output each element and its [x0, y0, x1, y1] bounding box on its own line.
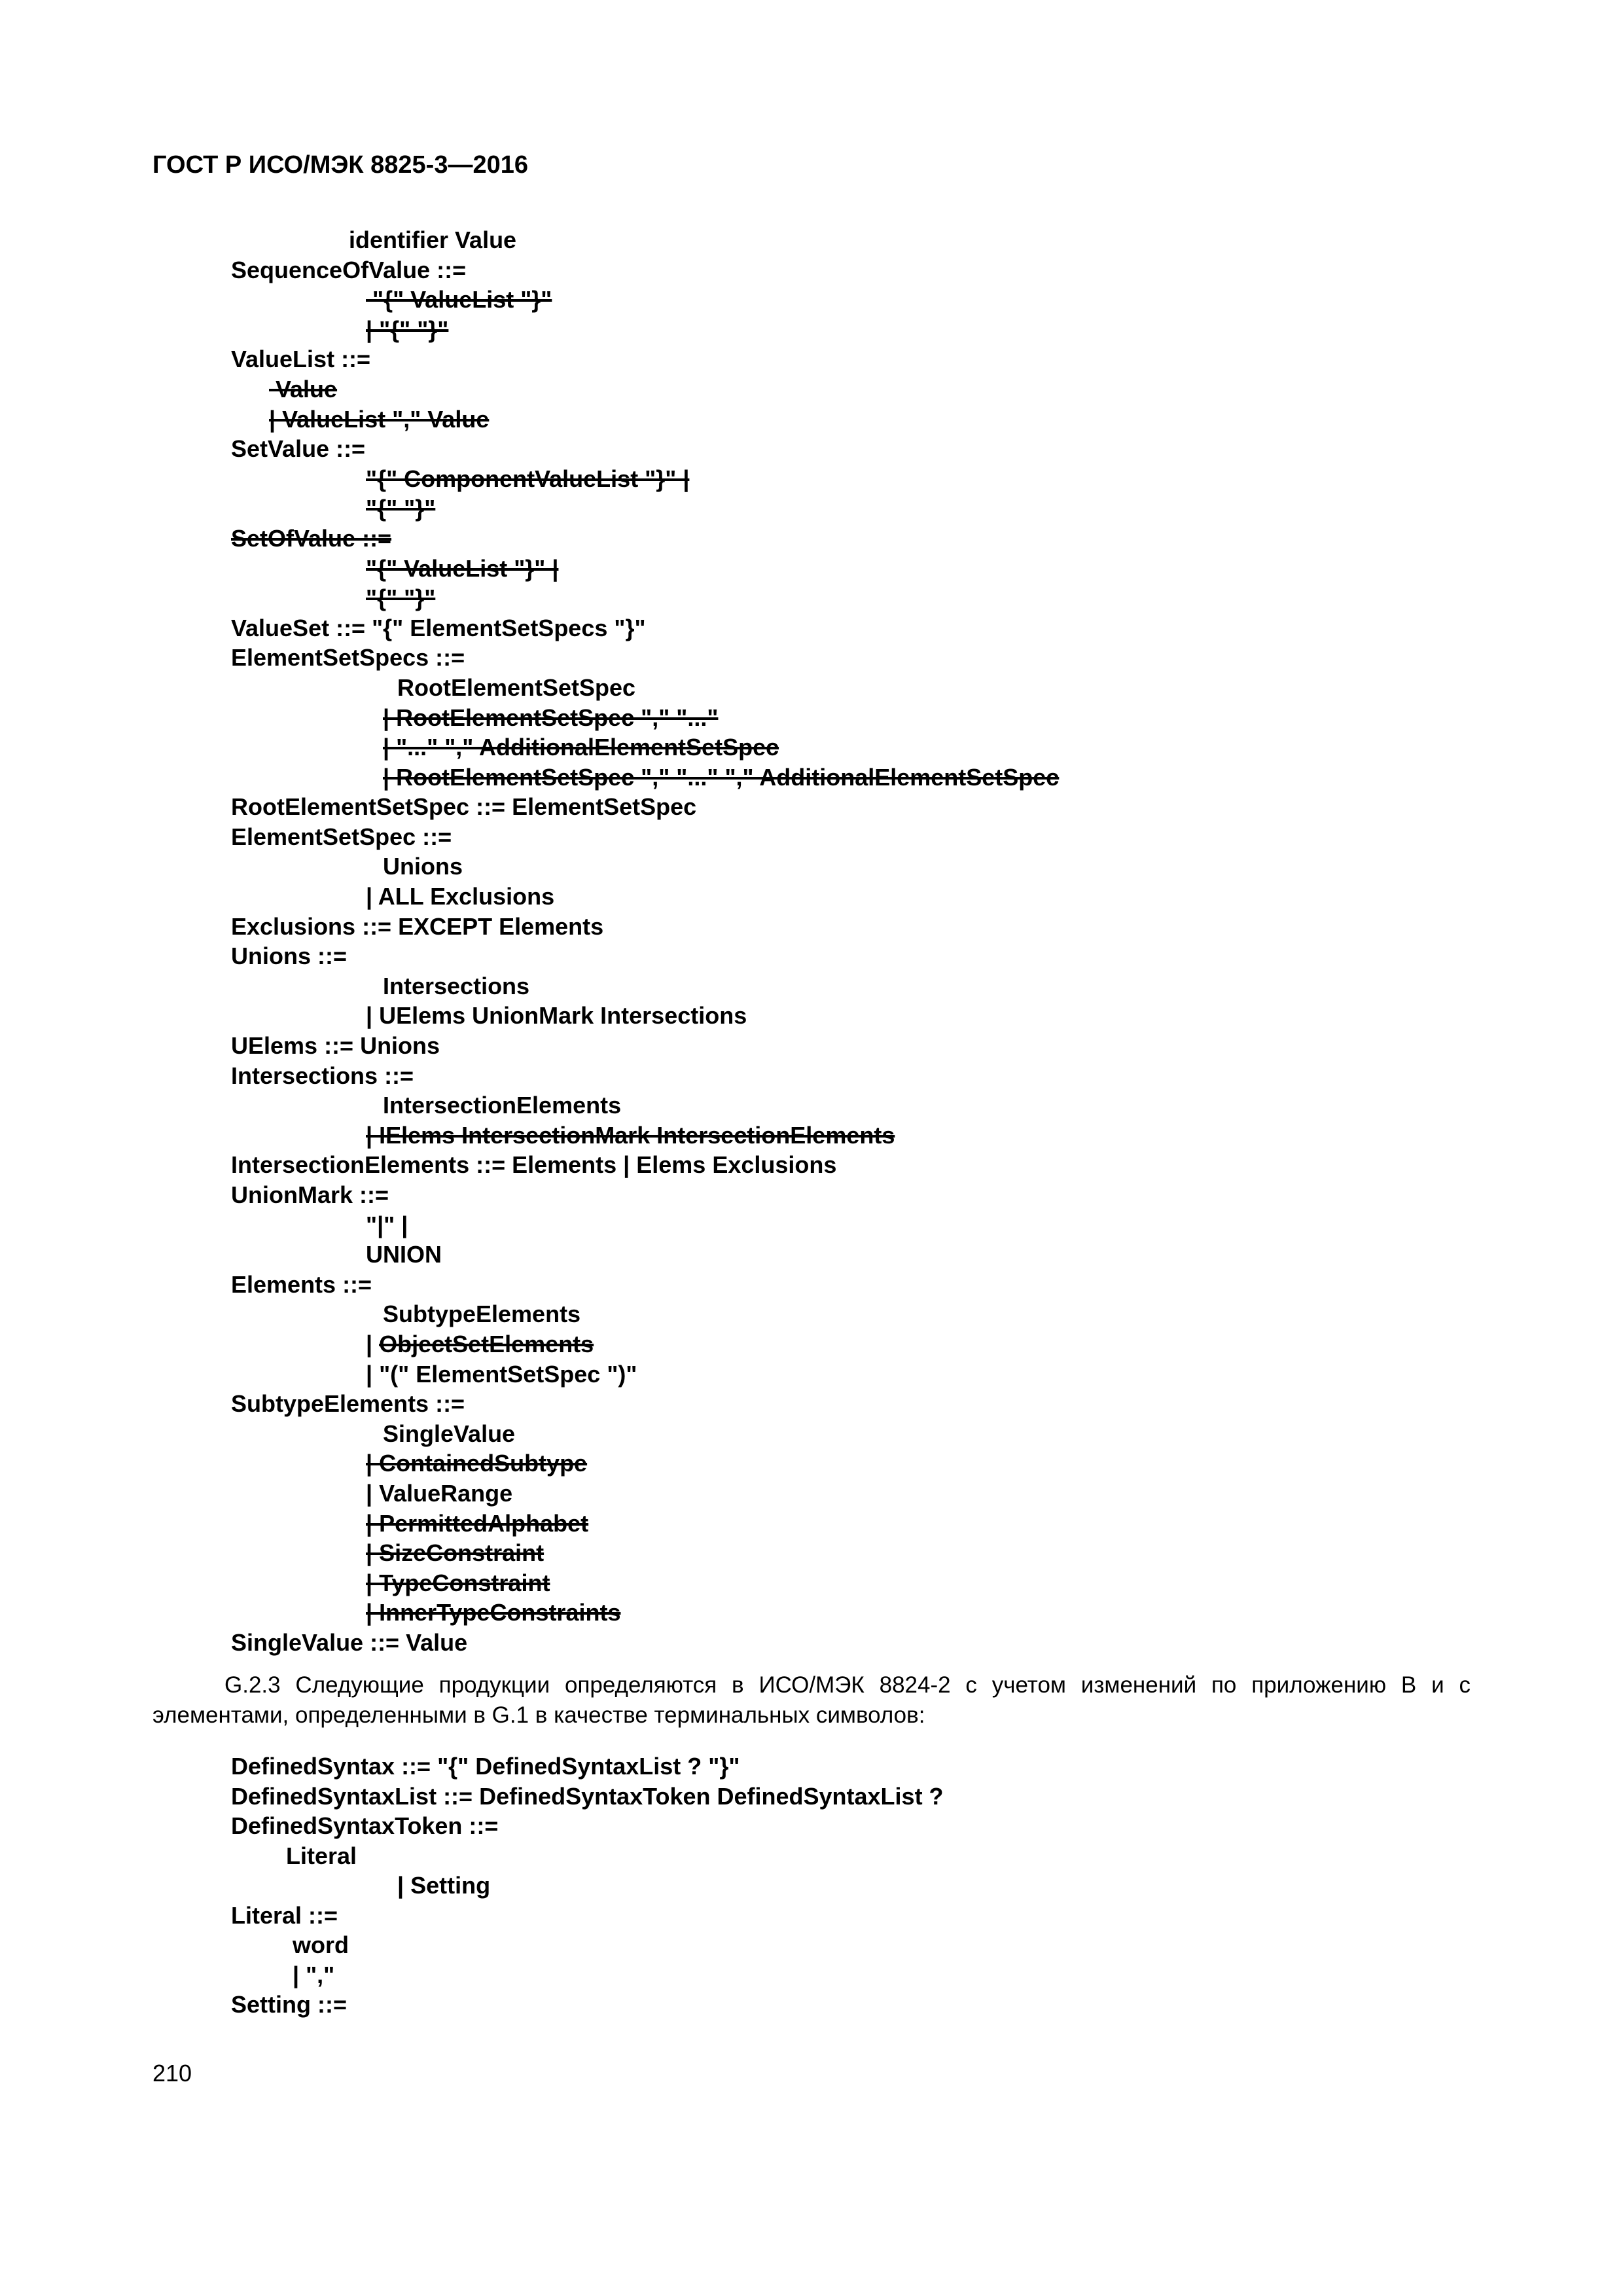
grammar-line-text: SingleValue [383, 1420, 516, 1447]
grammar-line [231, 554, 1059, 584]
grammar-line [231, 315, 1059, 345]
grammar-line-text: UElems ::= Unions [231, 1032, 440, 1060]
grammar-line [231, 1811, 944, 1841]
grammar-block-defined-syntax [231, 1751, 944, 2020]
grammar-line [231, 882, 1059, 912]
paragraph-g-2-3 [152, 1670, 1471, 1731]
grammar-line [231, 285, 1059, 315]
paragraph-text: G.2.3 Следующие продукции определяются в ИСО/МЭК 8824-2 с учетом изменений по приложению B и с элементами, определенными в G.1 в качестве терминальных символов: [152, 1672, 1471, 1728]
grammar-line-text: RootElementSetSpec ::= ElementSetSpec [231, 793, 697, 821]
grammar-line-text: | UElems UnionMark Intersections [366, 1002, 747, 1030]
grammar-line-text: Intersections [383, 972, 530, 999]
grammar-line [231, 1270, 1059, 1300]
grammar-line-text: | InnerTypeConstraints [366, 1599, 621, 1626]
grammar-line-text: "{" "}" [366, 495, 436, 522]
grammar-line [231, 1031, 1059, 1061]
grammar-line-text: | "..." "," AdditionalElementSetSpec [383, 734, 779, 761]
grammar-line-text: Exclusions ::= EXCEPT Elements [231, 912, 604, 940]
grammar-line [231, 464, 1059, 494]
grammar-line-text: | ValueRange [366, 1479, 513, 1507]
grammar-line [231, 493, 1059, 524]
grammar-line [231, 822, 1059, 852]
grammar-line [231, 1990, 944, 2020]
grammar-line-text: | RootElementSetSpec "," "..." "," AdditionalElementSetSpec [383, 763, 1060, 791]
grammar-line [231, 524, 1059, 554]
document-header: ГОСТ Р ИСО/МЭК 8825-3—2016 [152, 151, 528, 179]
page-number: 210 [152, 2060, 192, 2087]
grammar-line [231, 1240, 1059, 1270]
grammar-line [231, 1538, 1059, 1568]
grammar-line [231, 1210, 1059, 1240]
grammar-line-text: | "(" ElementSetSpec ")" [366, 1360, 637, 1388]
grammar-line-text: Value [269, 375, 338, 403]
grammar-line [231, 1628, 1059, 1658]
grammar-line-text: Literal [286, 1842, 357, 1869]
grammar-line [231, 1930, 944, 1960]
grammar-line [231, 613, 1059, 643]
grammar-line-text: ElementSetSpecs ::= [231, 644, 465, 672]
grammar-line [231, 792, 1059, 822]
grammar-line [231, 732, 1059, 762]
grammar-line [231, 1061, 1059, 1091]
grammar-line [231, 404, 1059, 435]
grammar-line [231, 1359, 1059, 1390]
grammar-line-text: ValueList ::= [231, 346, 371, 373]
grammar-line-text: word [293, 1931, 349, 1958]
grammar-line-text: IntersectionElements [383, 1092, 622, 1119]
grammar-line [231, 1568, 1059, 1598]
grammar-line-text: Elements ::= [231, 1270, 372, 1298]
grammar-line-text: "{" ComponentValueList "}" | [366, 465, 690, 492]
grammar-line-text: "{" ValueList "}" [366, 286, 552, 314]
grammar-line [231, 344, 1059, 374]
grammar-line-text: Literal ::= [231, 1901, 338, 1929]
grammar-line [231, 643, 1059, 673]
grammar-line [231, 912, 1059, 942]
grammar-line-text: Intersections ::= [231, 1062, 414, 1089]
grammar-line-text: "{" ValueList "}" | [366, 554, 559, 582]
grammar-line-text [366, 1331, 594, 1357]
grammar-line [231, 1448, 1059, 1479]
grammar-line-text: UNION [366, 1241, 442, 1268]
grammar-line [231, 1150, 1059, 1180]
grammar-line-text: SubtypeElements ::= [231, 1390, 465, 1418]
grammar-line-text: | Setting [397, 1872, 491, 1899]
grammar-line [231, 374, 1059, 404]
grammar-line-text: | ContainedSubtype [366, 1450, 588, 1477]
grammar-line [231, 1180, 1059, 1210]
grammar-line [231, 1509, 1059, 1539]
grammar-line-text: ElementSetSpec ::= [231, 823, 452, 850]
grammar-line-text: | ALL Exclusions [366, 883, 555, 910]
grammar-line [231, 434, 1059, 464]
grammar-line-text: SequenceOfValue ::= [231, 256, 467, 283]
grammar-line-prefix: | [366, 1330, 380, 1357]
grammar-line-text: identifier Value [349, 226, 517, 253]
grammar-line-text: SingleValue ::= Value [231, 1628, 468, 1656]
grammar-line-text: | SizeConstraint [366, 1539, 544, 1567]
grammar-line-text: | TypeConstraint [366, 1569, 550, 1596]
grammar-line [231, 762, 1059, 793]
grammar-line-text: | "{" "}" [366, 315, 449, 343]
grammar-line [231, 941, 1059, 971]
grammar-line [231, 1299, 1059, 1329]
grammar-line-text: Unions [383, 853, 463, 880]
grammar-line [231, 1782, 944, 1812]
grammar-line-text: SetValue ::= [231, 435, 366, 463]
grammar-line [231, 1419, 1059, 1449]
grammar-line-text: RootElementSetSpec [397, 673, 636, 701]
grammar-line [231, 583, 1059, 613]
grammar-line [231, 1479, 1059, 1509]
grammar-line [231, 852, 1059, 882]
grammar-line [231, 1090, 1059, 1121]
grammar-line-text: | "," [293, 1961, 335, 1988]
grammar-line-text: | IElems IntersectionMark IntersectionElements [366, 1121, 895, 1149]
grammar-line-text: Setting ::= [231, 1991, 347, 2018]
grammar-line-text: IntersectionElements ::= Elements | Elems Exclusions [231, 1151, 837, 1179]
grammar-line-text: | RootElementSetSpec "," "..." [383, 704, 719, 731]
grammar-line [231, 1960, 944, 1990]
grammar-line-text: Unions ::= [231, 942, 347, 970]
grammar-line-text: | PermittedAlphabet [366, 1509, 589, 1537]
grammar-line [231, 1121, 1059, 1151]
grammar-line-text: SetOfValue ::= [231, 524, 392, 552]
grammar-line [231, 255, 1059, 285]
grammar-line [231, 1841, 944, 1871]
grammar-line-text: DefinedSyntaxToken ::= [231, 1812, 499, 1839]
grammar-block-value-sets [231, 225, 1059, 1658]
grammar-line-text: UnionMark ::= [231, 1181, 389, 1208]
grammar-line [231, 1001, 1059, 1031]
grammar-line [231, 673, 1059, 703]
grammar-line-text: | ValueList "," Value [269, 405, 490, 433]
grammar-line-text: DefinedSyntax ::= "{" DefinedSyntaxList ? "}" [231, 1753, 740, 1780]
grammar-line [231, 1389, 1059, 1419]
grammar-line-struck-tail: ObjectSetElements [379, 1330, 594, 1357]
grammar-line [231, 1901, 944, 1931]
grammar-line [231, 225, 1059, 255]
grammar-line-text: "|" | [366, 1211, 408, 1238]
grammar-line [231, 703, 1059, 733]
grammar-line [231, 971, 1059, 1001]
grammar-line-text: ValueSet ::= "{" ElementSetSpecs "}" [231, 614, 646, 641]
grammar-line-text: SubtypeElements [383, 1300, 581, 1328]
grammar-line [231, 1329, 1059, 1359]
grammar-line [231, 1751, 944, 1782]
grammar-line [231, 1598, 1059, 1628]
grammar-line-text: "{" "}" [366, 584, 436, 612]
grammar-line [231, 1871, 944, 1901]
grammar-line-text: DefinedSyntaxList ::= DefinedSyntaxToken DefinedSyntaxList ? [231, 1782, 944, 1810]
